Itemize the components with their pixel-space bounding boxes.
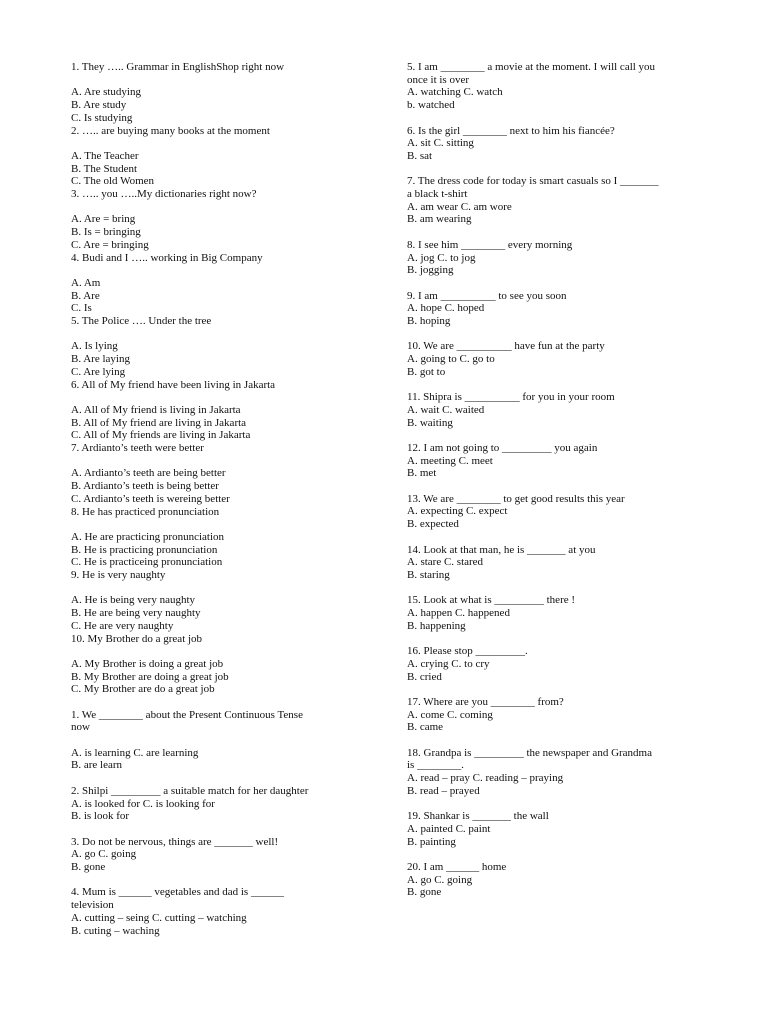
left-column-line: B. gone — [71, 861, 106, 874]
left-column-line: 1. They ….. Grammar in EnglishShop right now — [71, 61, 285, 73]
right-column-line: 14. Look at that man, he is _______ at you — [407, 543, 596, 556]
left-column-line: C. The old Women — [71, 175, 155, 188]
left-column-line: now — [71, 721, 90, 734]
left-column-line — [71, 874, 371, 887]
right-column-line: 15. Look at what is _________ there ! — [407, 594, 576, 607]
right-column-line: A. stare C. stared — [407, 556, 484, 569]
right-column-line: 17. Where are you ________ from? — [407, 695, 564, 708]
right-column-line: B. gone — [407, 886, 442, 899]
right-column-line: 13. We are ________ to get good results this year — [407, 492, 625, 505]
left-column-line: 1. We ________ about the Present Continuous Tense — [71, 708, 303, 721]
left-column-line: B. My Brother are doing a great job — [71, 670, 229, 683]
right-column-line — [407, 226, 707, 239]
right-column-line: B. expected — [407, 518, 459, 531]
left-column-line: A. cutting – seing C. cutting – watching — [71, 911, 247, 924]
left-column-line — [71, 518, 371, 531]
left-column-line: B. He is practicing pronunciation — [71, 543, 218, 556]
right-column-line: B. came — [407, 721, 444, 734]
left-column-line: television — [71, 899, 114, 912]
left-column-line: B. Ardianto’s teeth is being better — [71, 480, 219, 493]
left-column-line — [71, 772, 371, 785]
left-column-line: 2. Shilpi _________ a suitable match for her daughter — [71, 784, 309, 797]
right-column-line: a black t-shirt — [407, 188, 468, 200]
right-column-line: 9. I am __________ to see you soon — [407, 289, 567, 302]
left-column-line — [71, 201, 371, 214]
right-column-line: B. jogging — [407, 264, 454, 277]
left-column-line — [71, 455, 371, 468]
right-column-line — [407, 480, 707, 493]
right-column-line: A. come C. coming — [407, 708, 493, 721]
right-column-line: 20. I am ______ home — [407, 861, 507, 874]
right-column-line: A. am wear C. am wore — [407, 200, 512, 213]
right-column-line: B. sat — [407, 149, 433, 162]
left-column-line: B. The Student — [71, 162, 138, 175]
left-column-line — [71, 74, 371, 87]
right-column-line — [407, 734, 707, 747]
right-column-line — [407, 683, 707, 696]
left-column-line: A. go C. going — [71, 848, 137, 861]
left-column-line: 4. Mum is ______ vegetables and dad is ______ — [71, 886, 284, 899]
left-column-line: C. He is practiceing pronunciation — [71, 556, 223, 569]
left-column-line: A. is looked for C. is looking for — [71, 797, 215, 810]
left-column-line: B. Are study — [71, 99, 127, 112]
left-column-line: B. is look for — [71, 810, 130, 823]
left-column-line — [71, 328, 371, 341]
right-column-line: A. jog C. to jog — [407, 251, 476, 264]
left-column-line: C. My Brother are do a great job — [71, 683, 215, 696]
right-column-line: B. met — [407, 467, 437, 480]
right-column-line: A. going to C. go to — [407, 353, 495, 366]
right-column-line: B. waiting — [407, 416, 453, 429]
right-column-line: A. meeting C. meet — [407, 454, 493, 467]
left-column-line: 3. ….. you …..My dictionaries right now? — [71, 188, 257, 200]
left-column-line: A. is learning C. are learning — [71, 746, 199, 759]
right-column-line — [407, 632, 707, 645]
left-column-line: A. Are studying — [71, 86, 141, 99]
right-column-line: 11. Shipra is __________ for you in your room — [407, 391, 615, 404]
left-column-line — [71, 823, 371, 836]
right-column-line: A. read – pray C. reading – praying — [407, 772, 564, 785]
left-column-line: A. He are practicing pronunciation — [71, 530, 225, 543]
right-column-line — [407, 112, 707, 125]
left-column-line: 2. ….. are buying many books at the moment — [71, 124, 270, 137]
left-column-line — [71, 582, 371, 595]
left-column-line: C. Are = bringing — [71, 238, 149, 251]
right-column-line: 19. Shankar is _______ the wall — [407, 810, 549, 823]
left-column-line: A. He is being very naughty — [71, 594, 196, 607]
right-column-line: 6. Is the girl ________ next to him his fiancée? — [407, 124, 615, 137]
right-column-line — [407, 531, 707, 544]
left-column-line: 8. He has practiced pronunciation — [71, 505, 220, 518]
right-column-line: b. watched — [407, 99, 455, 112]
left-column-line: A. My Brother is doing a great job — [71, 657, 224, 670]
right-column-line: B. cried — [407, 670, 442, 683]
right-column-line: B. read – prayed — [407, 784, 480, 797]
right-column-line — [407, 277, 707, 290]
right-column-line: B. hoping — [407, 315, 451, 327]
right-column-line: A. wait C. waited — [407, 403, 485, 416]
left-column-line: 5. The Police …. Under the tree — [71, 315, 212, 327]
right-column-line: 8. I see him ________ every morning — [407, 238, 573, 251]
left-column-line: 6. All of My friend have been living in Jakarta — [71, 378, 276, 391]
left-column-line — [71, 696, 371, 709]
left-column-line: 3. Do not be nervous, things are _______ well! — [71, 835, 279, 848]
left-column-line: 10. My Brother do a great job — [71, 632, 203, 645]
right-column-line: 18. Grandpa is _________ the newspaper and Grandma — [407, 746, 652, 759]
right-column — [407, 61, 707, 899]
right-column-line: 5. I am ________ a movie at the moment. I will call you — [407, 61, 656, 73]
left-column-line — [71, 391, 371, 404]
left-column-line: A. Is lying — [71, 340, 118, 353]
left-column-line: 9. He is very naughty — [71, 569, 166, 581]
left-column-line: A. Ardianto’s teeth are being better — [71, 467, 226, 480]
left-column-line: A. All of My friend is living in Jakarta — [71, 403, 241, 416]
right-column-line: 7. The dress code for today is smart casuals so I _______ — [407, 175, 659, 188]
right-column-line — [407, 798, 707, 811]
left-column-line: C. Ardianto’s teeth is wereing better — [71, 492, 230, 505]
right-column-line — [407, 582, 707, 595]
right-column-line: B. staring — [407, 568, 450, 581]
right-column-line: A. painted C. paint — [407, 822, 491, 835]
right-column-line: 12. I am not going to _________ you again — [407, 441, 598, 454]
left-column-line: B. Are laying — [71, 353, 130, 366]
left-column-line: B. Are — [71, 289, 100, 302]
right-column-line — [407, 848, 707, 861]
left-column-line: A. Am — [71, 276, 101, 289]
left-column-line: C. Is studying — [71, 111, 133, 124]
left-column-line — [71, 645, 371, 658]
right-column-line: B. am wearing — [407, 213, 472, 226]
right-column-line: A. go C. going — [407, 873, 473, 886]
left-column-line: 7. Ardianto’s teeth were better — [71, 442, 204, 454]
right-column-line — [407, 163, 707, 176]
left-column-line: A. The Teacher — [71, 149, 139, 162]
left-column-line: C. He are very naughty — [71, 619, 174, 632]
left-column-line: B. He are being very naughty — [71, 607, 201, 620]
left-column-line: C. Are lying — [71, 365, 126, 378]
left-column-line: B. Is = bringing — [71, 226, 141, 239]
right-column-line: B. got to — [407, 365, 446, 378]
right-column-line: A. sit C. sitting — [407, 137, 474, 150]
left-column-line: 4. Budi and I ….. working in Big Company — [71, 251, 263, 264]
right-column-line: A. expecting C. expect — [407, 505, 508, 518]
right-column-line: A. crying C. to cry — [407, 657, 490, 670]
left-column-line: B. All of My friend are living in Jakarta — [71, 416, 247, 429]
right-column-line: B. happening — [407, 619, 466, 632]
right-column-line: A. hope C. hoped — [407, 302, 485, 315]
right-column-line: once it is over — [407, 73, 470, 86]
right-column-line — [407, 429, 707, 442]
right-column-line — [407, 328, 707, 341]
left-column-line: B. are learn — [71, 759, 122, 772]
left-column-line — [71, 734, 371, 747]
left-column — [71, 61, 371, 937]
left-column-line: B. cuting – waching — [71, 924, 160, 937]
right-column-line: 16. Please stop _________. — [407, 645, 528, 658]
right-column-line — [407, 379, 707, 392]
left-column-line — [71, 264, 371, 277]
right-column-line: is ________. — [407, 759, 464, 772]
left-column-line — [71, 137, 371, 150]
right-column-line: A. watching C. watch — [407, 86, 503, 99]
right-column-line: A. happen C. happened — [407, 607, 510, 620]
left-column-line: C. All of My friends are living in Jakarta — [71, 429, 251, 442]
right-column-line: 10. We are __________ have fun at the party — [407, 340, 605, 353]
right-column-line: B. painting — [407, 835, 456, 848]
left-column-line: C. Is — [71, 302, 92, 315]
left-column-line: A. Are = bring — [71, 213, 136, 226]
